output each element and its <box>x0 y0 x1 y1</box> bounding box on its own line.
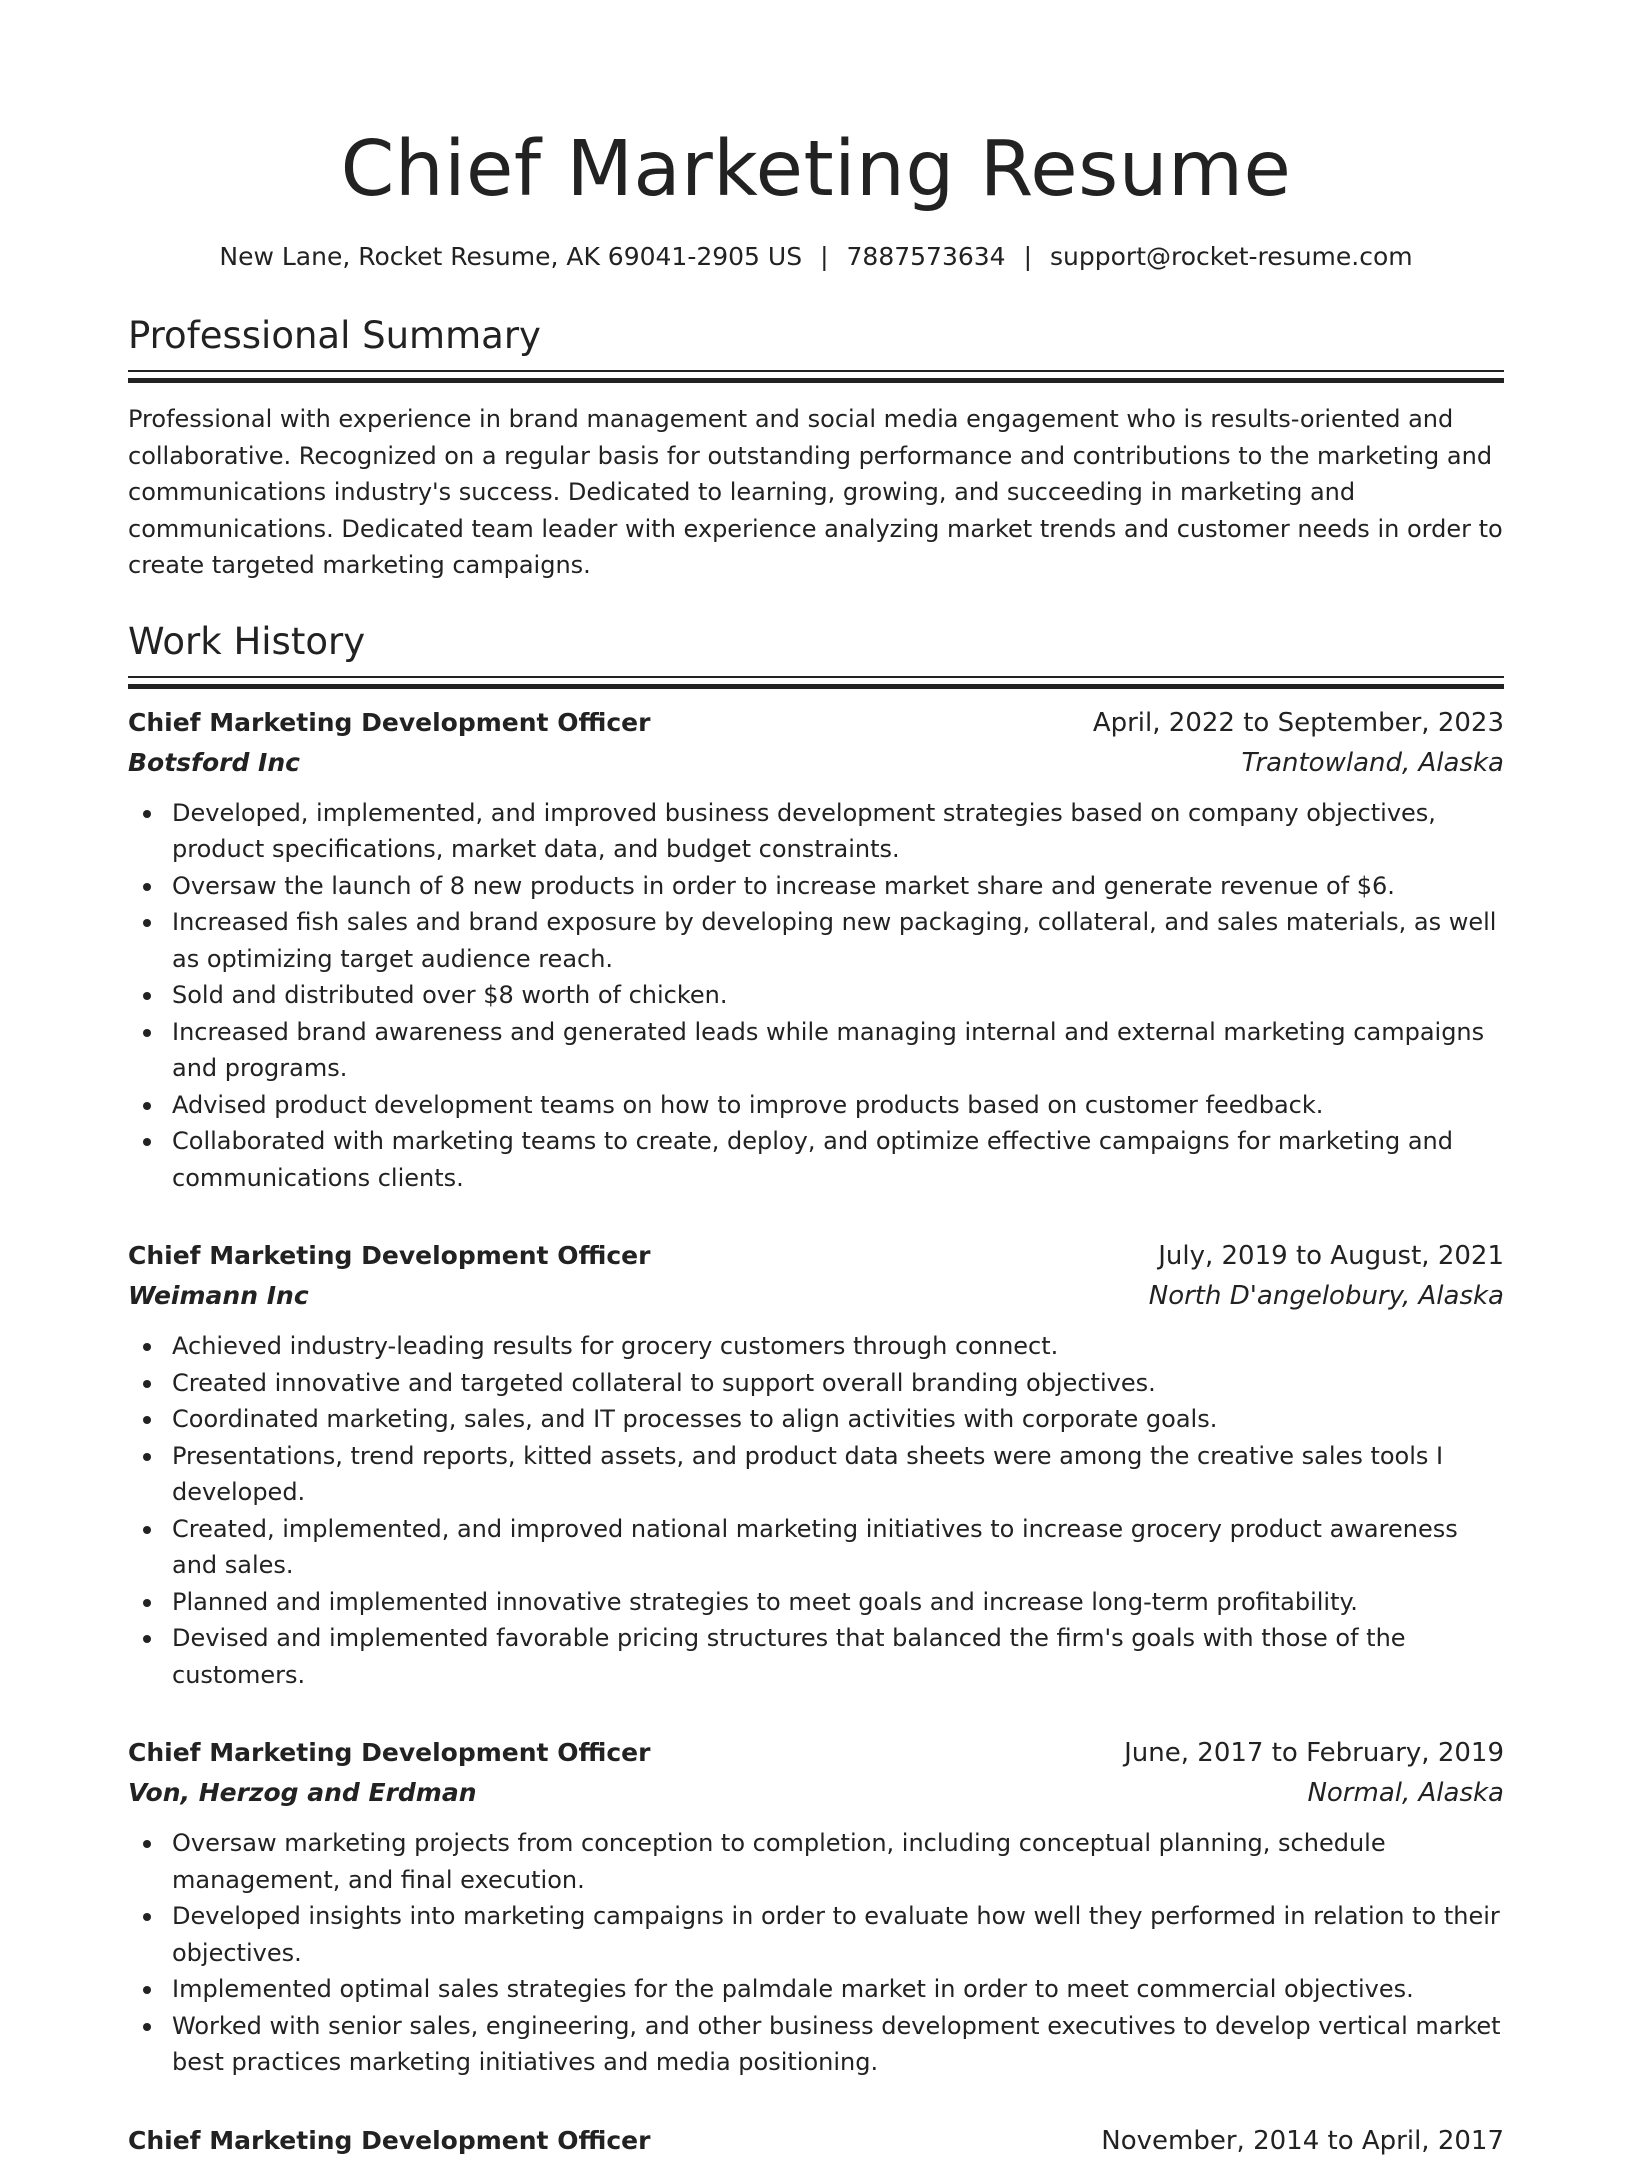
job-bullet: Sold and distributed over $8 worth of chicken. <box>128 977 1504 1014</box>
job-company-row <box>128 743 1504 783</box>
contact-separator: | <box>1023 242 1033 271</box>
job-dates: July, 2019 to August, 2021 <box>1158 1241 1504 1271</box>
job-dates: April, 2022 to September, 2023 <box>1092 707 1504 738</box>
work-history-heading: Work History <box>128 619 366 663</box>
job-header-row <box>128 703 1504 743</box>
job-header-row <box>128 1236 1504 1276</box>
job-list <box>128 703 1504 2161</box>
job-title: Chief Marketing Development Officer <box>128 2125 651 2155</box>
job-bullet: Collaborated with marketing teams to create, deploy, and optimize effective campaigns for marketing and communications clients. <box>128 1123 1504 1196</box>
job-location: Normal, Alaska <box>1307 1778 1504 1808</box>
job-entry <box>128 2121 1504 2161</box>
job-bullet: Planned and implemented innovative strategies to meet goals and increase long-term profitability. <box>128 1584 1504 1621</box>
contact-separator: | <box>820 242 829 271</box>
job-company: Von, Herzog and Erdman <box>128 1778 477 1807</box>
job-company: Botsford Inc <box>128 747 300 777</box>
job-bullet: Developed, implemented, and improved business development strategies based on company objectives, product specifications, market data, and budget constraints. <box>128 795 1504 868</box>
job-entry <box>128 1733 1504 2081</box>
job-header-row <box>128 1733 1504 1773</box>
job-bullet: Oversaw the launch of 8 new products in order to increase market share and generate revenue of $6. <box>128 868 1504 905</box>
job-title: Chief Marketing Development Officer <box>128 1241 651 1270</box>
job-dates: June, 2017 to February, 2019 <box>1124 1738 1504 1768</box>
job-bullet: Increased fish sales and brand exposure by developing new packaging, collateral, and sales materials, as well as optimizing target audience reach. <box>128 904 1504 977</box>
job-header-row <box>128 2121 1504 2161</box>
resume-name: Chief Marketing Resume <box>340 125 1292 214</box>
job-dates: November, 2014 to April, 2017 <box>1101 2125 1504 2156</box>
summary-section <box>128 314 1504 584</box>
job-location: Trantowland, Alaska <box>1241 747 1504 778</box>
job-bullet: Devised and implemented favorable pricing structures that balanced the firm's goals with those of the customers. <box>128 1620 1504 1693</box>
contact-phone: 7887573634 <box>846 242 1006 271</box>
job-title: Chief Marketing Development Officer <box>128 1738 651 1767</box>
job-bullet: Developed insights into marketing campaigns in order to evaluate how well they performed in relation to their objectives. <box>128 1898 1504 1971</box>
job-bullet: Created, implemented, and improved national marketing initiatives to increase grocery product awareness and sales. <box>128 1511 1504 1584</box>
summary-text: Professional with experience in brand management and social media engagement who is results-oriented and collaborative. Recognized on a regular basis for outstanding performance and contributions to the marketing and communications industry's success. Dedicated to learning, growing, and succeeding in marketing and communications. Dedicated team leader with experience analyzing market trends and customer needs in order to create targeted marketing campaigns. <box>128 405 1503 579</box>
job-bullet-list <box>128 795 1504 1197</box>
job-bullet-list <box>128 1328 1504 1693</box>
job-bullet: Coordinated marketing, sales, and IT processes to align activities with corporate goals. <box>128 1401 1504 1438</box>
job-entry <box>128 1236 1504 1693</box>
job-bullet: Advised product development teams on how to improve products based on customer feedback. <box>128 1087 1504 1124</box>
job-bullet: Increased brand awareness and generated leads while managing internal and external marketing campaigns and programs. <box>128 1014 1504 1087</box>
job-bullet: Achieved industry-leading results for grocery customers through connect. <box>128 1328 1504 1365</box>
summary-heading: Professional Summary <box>128 314 541 357</box>
contact-email: support@rocket-resume.com <box>1050 242 1413 271</box>
section-divider <box>128 676 1504 689</box>
job-title: Chief Marketing Development Officer <box>128 707 651 737</box>
job-bullet: Implemented optimal sales strategies for the palmdale market in order to meet commercial objectives. <box>128 1971 1504 2008</box>
resume-page <box>128 0 1504 2161</box>
work-history-section <box>128 620 1504 2161</box>
job-bullet: Created innovative and targeted collateral to support overall branding objectives. <box>128 1365 1504 1402</box>
section-divider <box>128 370 1504 383</box>
job-bullet-list <box>128 1825 1504 2081</box>
job-location: North D'angelobury, Alaska <box>1148 1281 1504 1311</box>
job-company-row <box>128 1276 1504 1316</box>
job-company-row <box>128 1773 1504 1813</box>
job-entry <box>128 703 1504 1197</box>
job-bullet: Presentations, trend reports, kitted assets, and product data sheets were among the creative sales tools I developed. <box>128 1438 1504 1511</box>
job-company: Weimann Inc <box>128 1281 309 1310</box>
job-bullet: Worked with senior sales, engineering, and other business development executives to develop vertical market best practices marketing initiatives and media positioning. <box>128 2008 1504 2081</box>
contact-line <box>128 240 1504 274</box>
job-bullet: Oversaw marketing projects from conception to completion, including conceptual planning, schedule management, and final execution. <box>128 1825 1504 1898</box>
contact-address: New Lane, Rocket Resume, AK 69041-2905 US <box>219 242 803 271</box>
